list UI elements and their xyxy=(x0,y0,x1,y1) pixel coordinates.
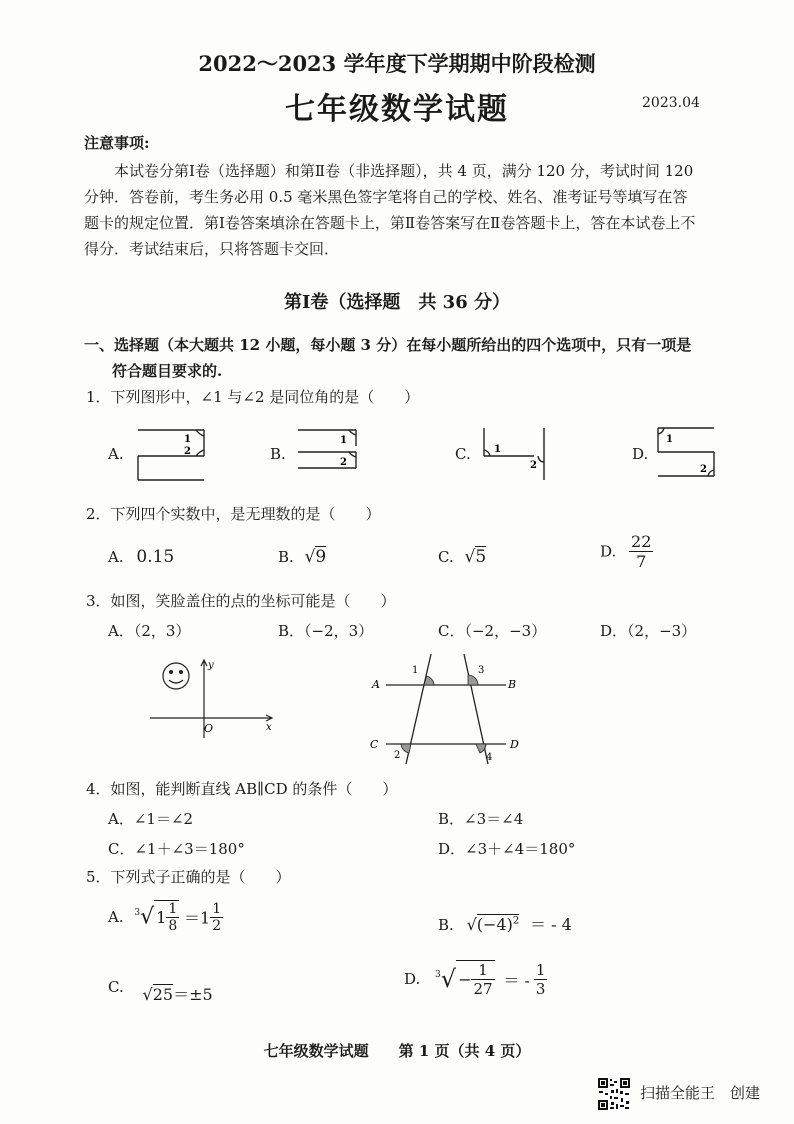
notice-line: 得分．考试结束后，只将答题卡交回． xyxy=(84,240,340,258)
notice-heading: 注意事项: xyxy=(84,134,150,152)
mixed-whole: 1 xyxy=(156,908,167,927)
y-axis-label: y xyxy=(208,660,214,671)
q4-option-d: D．∠3＋∠4＝180° xyxy=(438,840,576,858)
angle-label: 2 xyxy=(530,460,537,471)
question-4-stem: 4．如图，能判断直线 AB∥CD 的条件（ ） xyxy=(86,780,398,798)
q1-figure-d xyxy=(652,422,722,484)
section-title: 第Ⅰ卷（选择题 共 36 分） xyxy=(283,292,510,313)
fraction-denominator: 7 xyxy=(636,552,647,571)
q1-figure-a xyxy=(134,424,214,484)
fraction-denominator: 8 xyxy=(168,918,178,934)
q4-option-b: B．∠3＝∠4 xyxy=(438,810,524,828)
radicand: 25 xyxy=(152,985,174,1004)
qr-code-icon xyxy=(597,1077,631,1111)
q5-option-a: A. $^3$√ 1 $\frac{1}{8}$ ＝1 $\frac{1}{2}$ xyxy=(108,900,222,934)
q4-option-c: C．∠1＋∠3＝180° xyxy=(108,840,245,858)
question-5-stem: 5．下列式子正确的是（ ） xyxy=(86,868,291,886)
fraction-numerator: 22 xyxy=(631,532,652,551)
q1-option-d-label: D. xyxy=(632,445,649,463)
option-label: C. xyxy=(108,978,124,996)
q2-option-d xyxy=(600,532,653,571)
fraction-denominator: 27 xyxy=(473,980,493,998)
radicand: 5 xyxy=(475,547,487,567)
part-heading-line: 一、选择题（本大题共 12 小题，每小题 3 分）在每小题所给出的四个选项中，只有一项是 xyxy=(84,336,692,354)
angle-label: 1 xyxy=(184,434,191,445)
q2-option-b: B. √9 xyxy=(278,547,327,567)
angle-label: 2 xyxy=(340,457,347,468)
angle-label: 2 xyxy=(184,446,191,457)
point-label-b: B xyxy=(508,678,517,691)
exponent: 2 xyxy=(512,915,520,927)
radicand: (−4) xyxy=(476,915,513,934)
q1-option-a-label: A. xyxy=(108,445,124,463)
page-footer: 七年级数学试题 第 1 页（共 4 页） xyxy=(263,1042,531,1060)
angle-label-1: 1 xyxy=(412,665,419,676)
q2-option-c: C. √5 xyxy=(438,547,487,567)
part-heading-line: 符合题目要求的. xyxy=(112,362,223,380)
q4-option-a: A．∠1＝∠2 xyxy=(108,810,194,828)
question-1-stem: 1．下列图形中，∠1 与∠2 是同位角的是（ ） xyxy=(86,388,420,406)
q5-option-b: B. $√(-4)^2$ ＝ - 4 xyxy=(438,915,572,934)
equals-rhs: ＝1 xyxy=(184,908,211,928)
q5-option-d: D. $^3$√ − $\frac{1}{27}$ ＝ - $\frac{1}{3}$ xyxy=(404,960,546,998)
point-label-d: D xyxy=(510,738,519,751)
q2-option-a xyxy=(108,547,174,567)
q3-option-a: A．（2，3） xyxy=(108,622,191,640)
fraction-denominator: 3 xyxy=(535,979,546,998)
q1-figure-c xyxy=(478,424,558,484)
angle-label: 2 xyxy=(700,464,707,475)
radicand: 9 xyxy=(315,547,327,567)
q3-option-c: C．（−2，−3） xyxy=(438,622,547,640)
q3-option-b: B．（−2，3） xyxy=(278,622,374,640)
q4-parallel-lines-figure xyxy=(368,648,524,768)
option-label: D. xyxy=(600,542,617,561)
option-label: B. xyxy=(438,916,454,934)
q1-figure-b xyxy=(294,424,374,484)
q3-coordinate-figure xyxy=(146,654,280,740)
question-2-stem: 2．下列四个实数中，是无理数的是（ ） xyxy=(86,505,381,523)
option-value: 0.15 xyxy=(136,547,175,567)
notice-line: 分钟．答卷前，考生务必用 0.5 毫米黑色签字笔将自己的学校、姓名、准考证号等填写在答 xyxy=(84,188,688,206)
option-label: D. xyxy=(404,970,421,988)
part-heading xyxy=(84,332,734,384)
option-label: B. xyxy=(278,548,294,566)
notice-line: 题卡的规定位置．第Ⅰ卷答案填涂在答题卡上，第Ⅱ卷答案写在Ⅱ卷答题卡上，答在本试卷上不 xyxy=(84,214,696,232)
q1-option-b-label: B. xyxy=(270,445,286,463)
cube-root-index: 3 xyxy=(134,908,141,918)
notice-paragraph xyxy=(84,158,726,262)
option-label: A. xyxy=(108,548,124,566)
fraction-denominator: 2 xyxy=(212,917,222,934)
origin-label: O xyxy=(204,722,214,735)
notice-line: 本试卷分第Ⅰ卷（选择题）和第Ⅱ卷（非选择题），共 4 页，满分 120 分，考试时间 120 xyxy=(114,162,694,180)
point-label-a: A xyxy=(372,678,380,691)
angle-label-3: 3 xyxy=(478,665,485,676)
cube-root-index: 3 xyxy=(435,970,441,980)
angle-label: 1 xyxy=(494,444,501,455)
exam-date: 2023.04 xyxy=(642,95,700,111)
exam-title-line1: 2022～2023 学年度下学期期中阶段检测 xyxy=(198,51,596,76)
option-label: C. xyxy=(438,548,454,566)
angle-label: 1 xyxy=(666,434,673,445)
smiley-face-icon xyxy=(163,663,189,689)
minus-sign: − xyxy=(458,970,472,989)
exam-title-line2: 七年级数学试题 xyxy=(285,92,509,127)
equals-rhs: ＝ - 4 xyxy=(530,915,572,934)
fraction-numerator: 1 xyxy=(212,900,222,917)
fraction-numerator: 1 xyxy=(168,901,178,917)
q3-option-d: D．（2，−3） xyxy=(600,622,697,640)
option-label: A. xyxy=(108,908,124,926)
equals-rhs: ＝ - xyxy=(503,970,530,990)
q5-option-c: C. √25＝±5 xyxy=(108,978,213,1004)
point-label-c: C xyxy=(370,738,379,751)
angle-label-2: 2 xyxy=(394,750,401,761)
fraction-numerator: 1 xyxy=(471,961,494,980)
angle-label-4: 4 xyxy=(486,752,493,763)
angle-label: 1 xyxy=(340,435,347,446)
scanner-watermark: 扫描全能王 创建 xyxy=(640,1084,761,1102)
fraction-numerator: 1 xyxy=(535,960,546,979)
equals-rhs: ＝±5 xyxy=(173,985,213,1004)
x-axis-label: x xyxy=(266,722,272,733)
q1-option-c-label: C. xyxy=(455,445,471,463)
question-3-stem: 3．如图，笑脸盖住的点的坐标可能是（ ） xyxy=(86,592,396,610)
